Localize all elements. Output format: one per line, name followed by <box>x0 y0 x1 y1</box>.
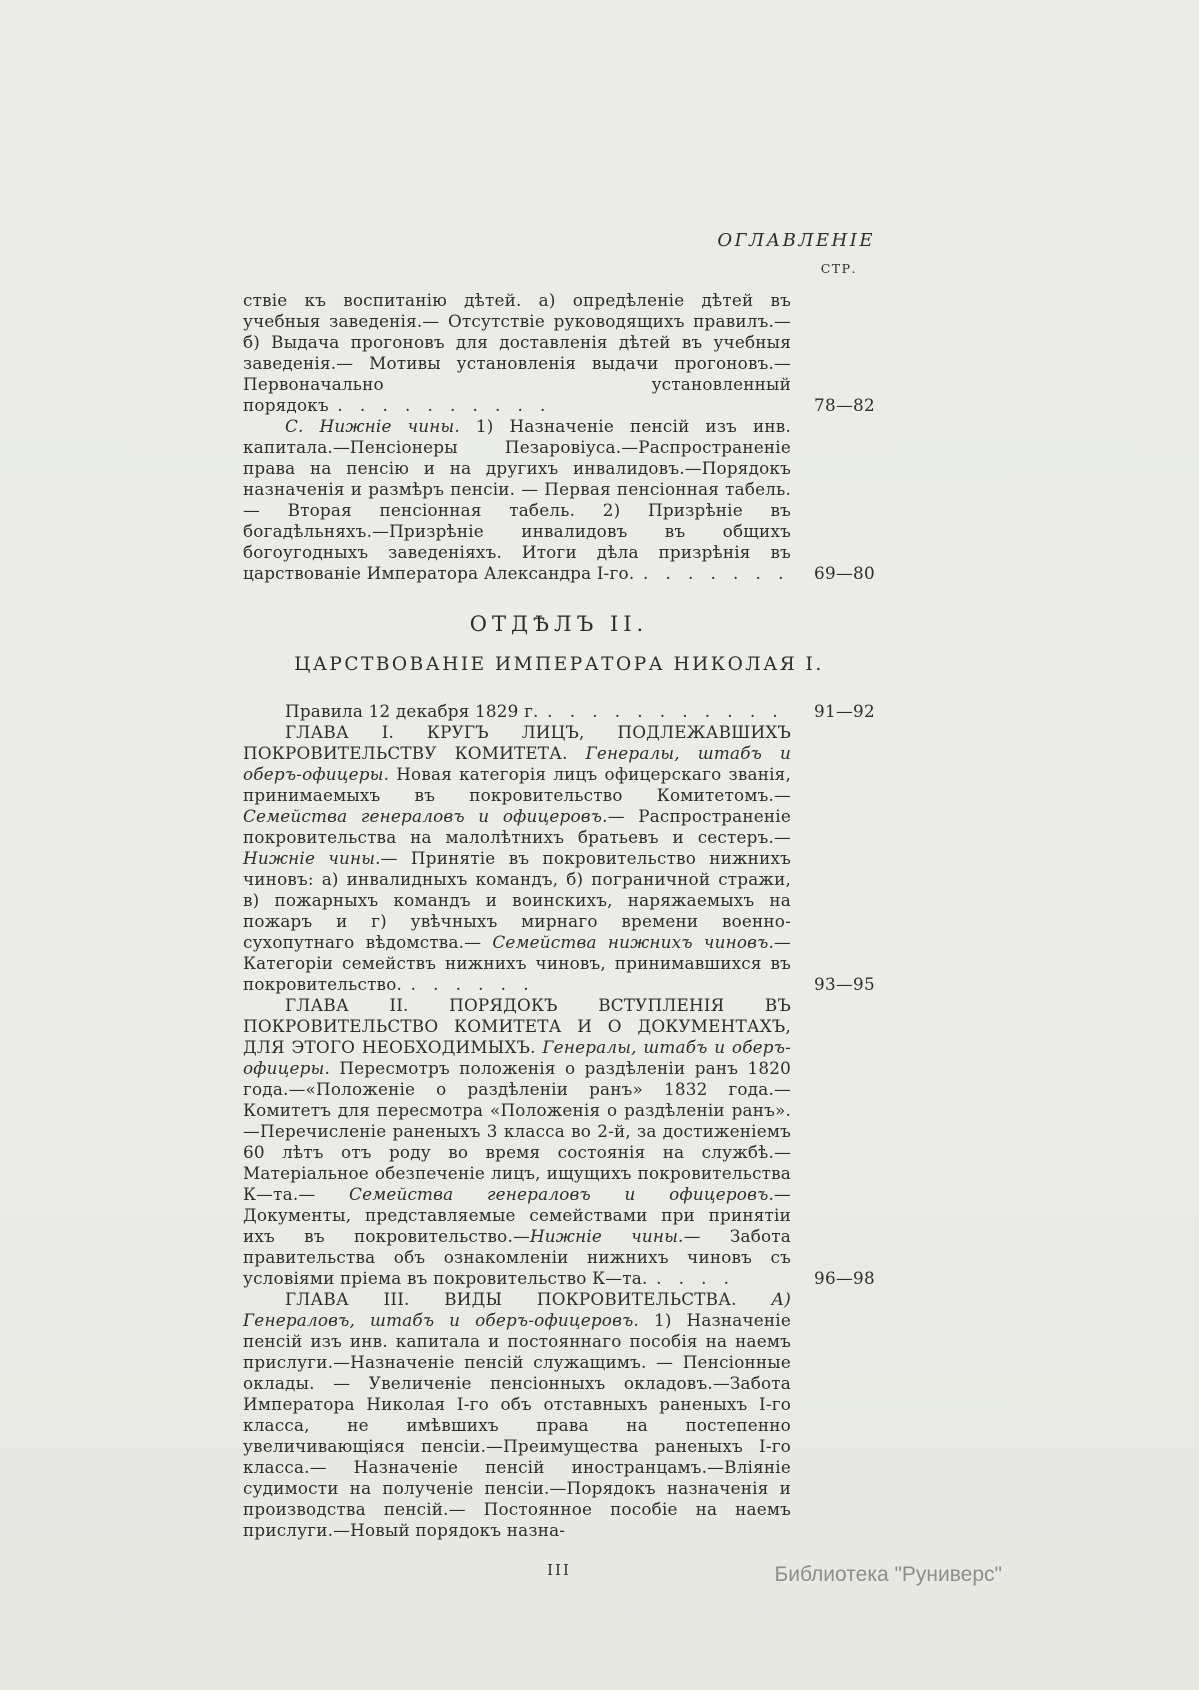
content-column <box>243 230 875 1579</box>
page-range: 78—82 <box>814 395 875 415</box>
page-range: 69—80 <box>814 563 875 583</box>
entry-text-segment: 1) Назначеніе пенсій изъ инв. капитала.—Пенсіонеры Пезаровіуса.—Распространеніе права на пенсію и на другихъ инвалидовъ.—Порядокъ назначенія и размѣръ пенсіи. — Первая пенсіонная табель. — Вторая пенсіонная табель. 2) Призрѣніе въ богадѣльняхъ.—Призрѣніе инвалидовъ въ общихъ богоугодныхъ заведеніяхъ. Итоги дѣла призрѣнія въ царствованіе Императора Александра I-го. . . . . . . . <box>243 416 791 583</box>
entry-text-segment: Семейства нижнихъ чиновъ.— <box>492 932 791 952</box>
entry-text-segment: Документы, представляемые семействами при принятіи ихъ въ покровительство.— <box>243 1205 791 1246</box>
entry-text-segment: А) Генераловъ, штабъ и оберъ-офицеровъ. <box>243 1289 791 1330</box>
toc-entry <box>243 1289 791 1541</box>
page-range: 91—92 <box>814 701 875 721</box>
entry-text-segment: Нижніе чины.— <box>529 1226 701 1246</box>
entry-text-segment: Правила 12 декабря 1829 г. . . . . . . . . . . . <box>285 701 778 721</box>
section-title: ОТДѢЛЪ II. <box>469 612 649 636</box>
section-heading <box>243 612 875 675</box>
library-watermark: Библиотека "Руниверс" <box>774 1563 1002 1586</box>
entry-text-segment: Принятіе въ покровительство нижнихъ чиновъ: а) инвалидныхъ командъ, б) пограничной стражи, в) пожарныхъ командъ и воинскихъ, наряжаемыхъ на пожаръ и г) увѣчныхъ мирнаго времени военно-сухопутнаго вѣдомства.— <box>243 848 791 952</box>
entry-text-segment: Новая категорія лицъ офицерскаго званія, принимаемыхъ въ покровительство Комитетомъ.— <box>243 764 791 805</box>
toc-entry <box>243 290 875 416</box>
entry-text-segment: Забота правительства объ ознакомленіи нижнихъ чиновъ съ условіями пріема въ покровительство К—та. . . . . <box>243 1226 791 1288</box>
toc-entries-after-section <box>243 701 875 1541</box>
section-subtitle: ЦАРСТВОВАНІЕ ИМПЕРАТОРА НИКОЛАЯ I. <box>294 654 824 675</box>
entry-text-segment: 1) Назначеніе пенсій изъ инв. капитала и постояннаго пособія на наемъ прислуги.—Назначеніе пенсій служащимъ. — Пенсіонные оклады. — Увеличеніе пенсіонныхъ окладовъ.—Забота Императора Николая I-го объ отставныхъ раненыхъ I-го класса, не имѣвшихъ права на постепенно увеличивающіяся пенсіи.—Преимущества раненыхъ I-го класса.— Назначеніе пенсій иностранцамъ.—Вліяніе судимости на полученіе пенсіи.—Порядокъ назначенія и производства пенсій.— Постоянное пособіе на наемъ прислуги.—Новый порядокъ назна- <box>243 1310 792 1540</box>
entry-text-segment: Пересмотръ положенія о раздѣленіи ранъ 1820 года.—«Положеніе о раздѣленіи ранъ» 1832 года.—Комитетъ для пересмотра «Положенія о раздѣленіи ранъ».—Перечисленіе раненыхъ 3 класса во 2-й, за достиженіемъ 60 лѣтъ отъ роду во время состоянія на службѣ.—Матеріальное обезпеченіе лицъ, ищущихъ покровительства К—та.— <box>243 1058 791 1204</box>
page-range: 96—98 <box>814 1268 875 1288</box>
page-folio: III <box>547 1561 571 1579</box>
toc-entry <box>243 416 875 584</box>
entry-text-segment: Семейства генераловъ и офицеровъ.— <box>243 806 625 826</box>
entry-text-segment: Категоріи семействъ нижнихъ чиновъ, принимавшихся въ покровительство. . . . . . . <box>243 953 791 994</box>
toc-entry <box>243 701 875 722</box>
entry-text-segment: Генералы, штабъ и оберъ-офицеры. <box>243 1037 791 1078</box>
toc-entries-before-section <box>243 290 875 584</box>
entry-text-segment: Распространеніе покровительства на малолѣтнихъ братьевъ и сестеръ.— <box>243 806 791 847</box>
entry-text-segment: ГЛАВА II. ПОРЯДОКЪ ВСТУПЛЕНІЯ ВЪ ПОКРОВИТЕЛЬСТВО КОМИТЕТА И О ДОКУМЕНТАХЪ, ДЛЯ ЭТОГО НЕОБХОДИМЫХЪ. <box>243 995 791 1057</box>
page-header-title: ОГЛАВЛЕНІЕ <box>717 230 875 251</box>
entry-text-segment: Семейства генераловъ и офицеровъ.— <box>349 1184 791 1204</box>
entry-text-segment: ГЛАВА III. ВИДЫ ПОКРОВИТЕЛЬСТВА. <box>285 1289 772 1309</box>
entry-text-segment: Нижніе чины.— <box>243 848 398 868</box>
entry-text-segment: ГЛАВА I. КРУГЪ ЛИЦЪ, ПОДЛЕЖАВШИХЪ ПОКРОВИТЕЛЬСТВУ КОМИТЕТА. <box>243 722 791 763</box>
pages-column-label: СТР. <box>820 261 857 276</box>
page-range: 93—95 <box>814 974 875 994</box>
toc-entry <box>243 722 875 995</box>
entry-text-segment: Генералы, штабъ и оберъ-офицеры. <box>243 743 791 784</box>
entry-text-segment: С. Нижніе чины. <box>285 416 460 436</box>
toc-entry <box>243 995 875 1289</box>
entry-text-segment: ствіе къ воспитанію дѣтей. а) опредѣленіе дѣтей въ учебныя заведенія.— Отсутствіе руководящихъ правилъ.— б) Выдача прогоновъ для доставленія дѣтей въ учебныя заведенія.— Мотивы установленія выдачи прогоновъ.—Первоначально установленный порядокъ . . . . . . . . . . <box>243 290 791 415</box>
